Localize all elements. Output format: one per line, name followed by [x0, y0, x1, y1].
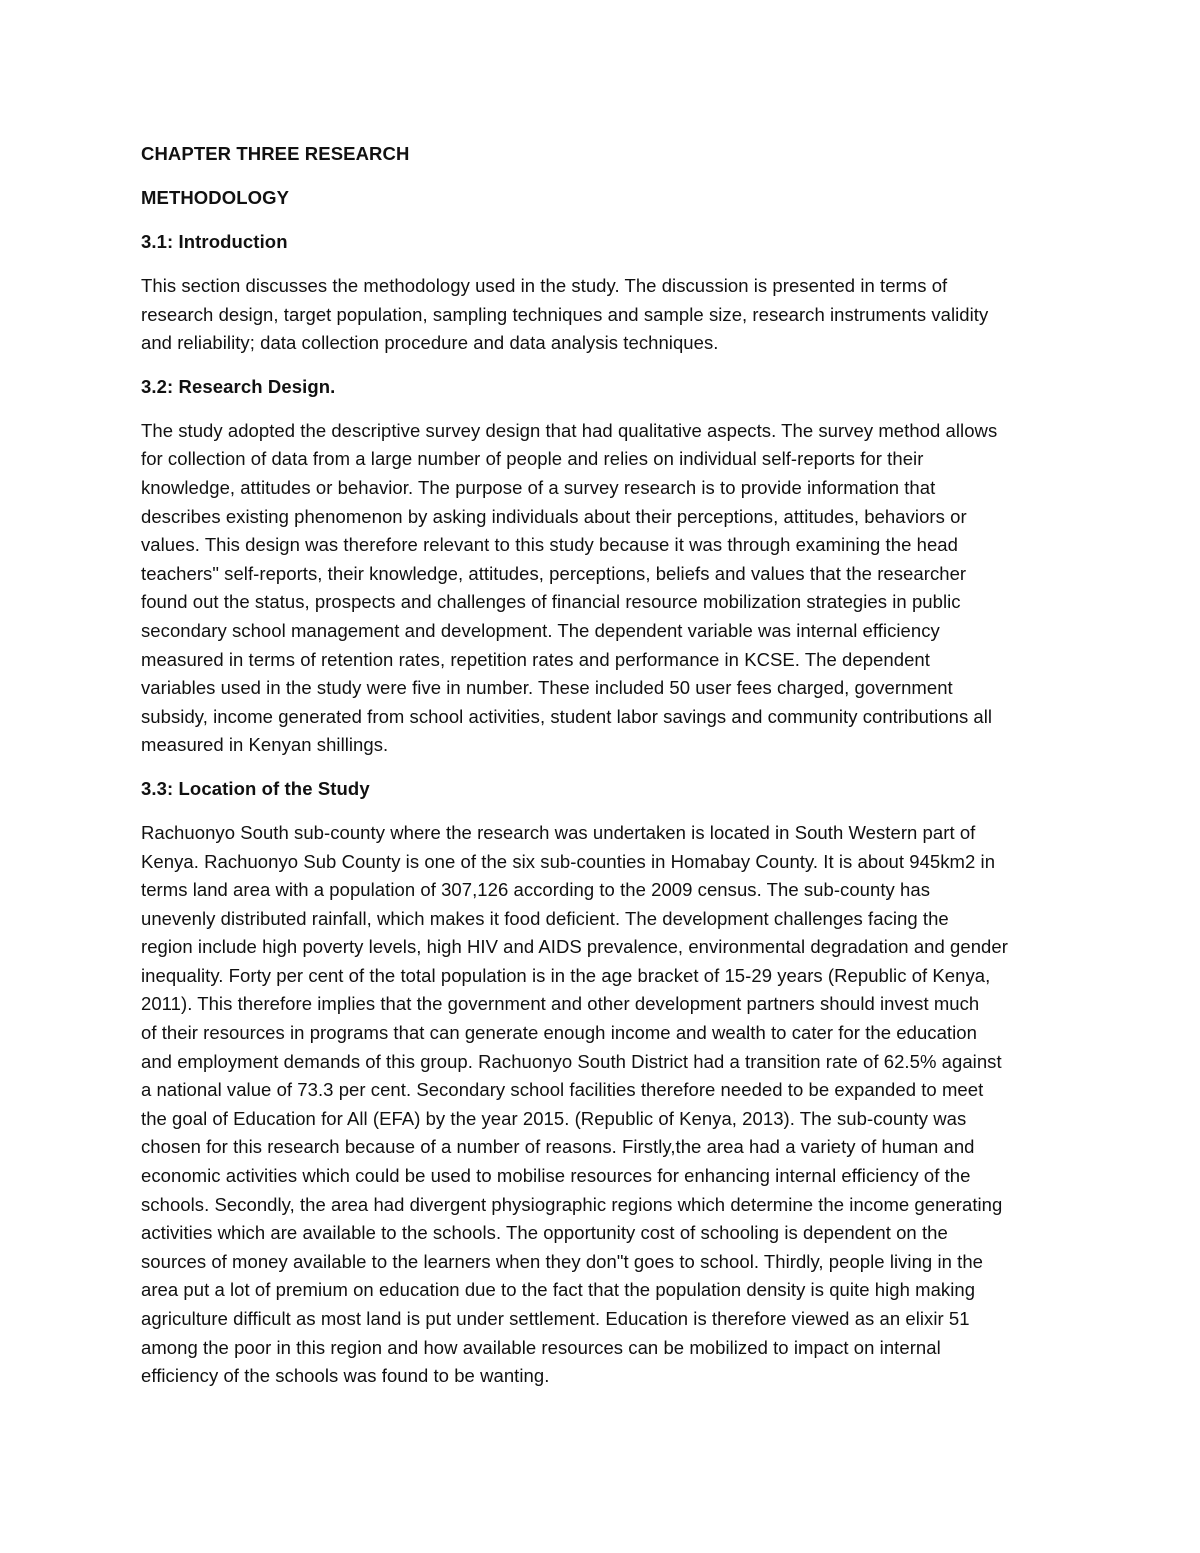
- section-heading-introduction: 3.1: Introduction: [141, 231, 288, 252]
- chapter-title: CHAPTER THREE RESEARCH: [141, 143, 410, 164]
- section-heading-research-design: 3.2: Research Design.: [141, 375, 336, 397]
- chapter-subtitle: METHODOLOGY: [141, 187, 290, 208]
- section-text-research-design: The study adopted the descriptive survey design that had qualitative aspects. The survey method allows for collection of data from a large number of people and relies on individual self-reports for their knowledge, attitudes or behavior. The purpose of a survey research is to provide information that describes existing phenomenon by asking individuals about their perceptions, attitudes, behaviors or values. This design was therefore relevant to this study because it was through examining the head teachers" self-reports, their knowledge, attitudes, perceptions, beliefs and values that the researcher found out the status, prospects and challenges of financial resource mobilization strategies in public secondary school management and development. The dependent variable was internal efficiency measured in terms of retention rates, repetition rates and performance in KCSE. The dependent variables used in the study were five in number. These included 50 user fees charged, government subsidy, income generated from school activities, student labor savings and community contributions all measured in Kenyan shillings.: [141, 419, 998, 756]
- section-heading-location: 3.3: Location of the Study: [141, 777, 370, 799]
- document-page: [141, 140, 1071, 1406]
- section-text-introduction: This section discusses the methodology used in the study. The discussion is presented in terms of research design, target population, sampling techniques and sample size, research instruments validity and reliability; data collection procedure and data analysis techniques.: [141, 275, 989, 354]
- section-text-location: Rachuonyo South sub-county where the research was undertaken is located in South Western part of Kenya. Rachuonyo Sub County is one of the six sub-counties in Homabay County. It is about 945km2 in terms land area with a population of 307,126 according to the 2009 census. The sub-county has unevenly distributed rainfall, which makes it food deficient. The development challenges facing the region include high poverty levels, high HIV and AIDS prevalence, environmental degradation and gender inequality. Forty per cent of the total population is in the age bracket of 15-29 years (Republic of Kenya, 2011). This therefore implies that the government and other development partners should invest much of their resources in programs that can generate enough income and wealth to cater for the education and employment demands of this group. Rachuonyo South District had a transition rate of 62.5% against a national value of 73.3 per cent. Secondary school facilities therefore needed to be expanded to meet the goal of Education for All (EFA) by the year 2015. (Republic of Kenya, 2013). The sub-county was chosen for this research because of a number of reasons. Firstly,the area had a variety of human and economic activities which could be used to mobilise resources for enhancing internal efficiency of the schools. Secondly, the area had divergent physiographic regions which determine the income generating activities which are available to the schools. The opportunity cost of schooling is dependent on the sources of money available to the learners when they don"t goes to school. Thirdly, people living in the area put a lot of premium on education due to the fact that the population density is quite high making agriculture difficult as most land is put under settlement. Education is therefore viewed as an elixir 51 among the poor in this region and how available resources can be mobilized to impact on internal efficiency of the schools was found to be wanting.: [141, 821, 1008, 1387]
